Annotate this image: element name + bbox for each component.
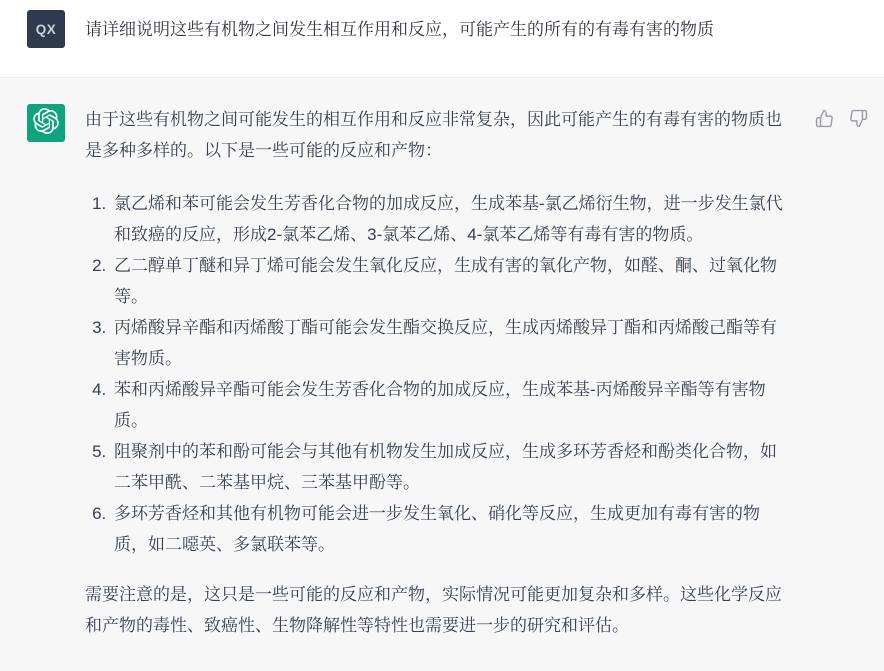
list-item: 2. 乙二醇单丁醚和异丁烯可能会发生氧化反应，生成有害的氧化产物，如醛、酮、过氧化物等。	[111, 250, 790, 312]
user-message-text: 请详细说明这些有机物之间发生相互作用和反应，可能产生的所有的有毒有害的物质	[85, 20, 714, 39]
assistant-intro-paragraph: 由于这些有机物之间可能发生的相互作用和反应非常复杂，因此可能产生的有毒有害的物质也是多种多样的。以下是一些可能的反应和产物：	[85, 110, 782, 160]
feedback-controls	[810, 104, 868, 651]
assistant-avatar	[27, 104, 65, 142]
assistant-message-content	[85, 104, 790, 651]
thumbs-up-icon	[815, 116, 834, 131]
assistant-message-row	[0, 78, 884, 671]
openai-logo-icon	[33, 108, 59, 139]
thumbs-down-icon	[849, 116, 868, 131]
list-item: 6. 多环芳香烃和其他有机物可能会进一步发生氧化、硝化等反应，生成更加有毒有害的物质，如二噁英、多氯联苯等。	[111, 498, 790, 560]
list-item: 4. 苯和丙烯酸异辛酯可能会发生芳香化合物的加成反应，生成苯基-丙烯酸异辛酯等有害物质。	[111, 374, 790, 436]
list-item: 1. 氯乙烯和苯可能会发生芳香化合物的加成反应，生成苯基-氯乙烯衍生物，进一步发生氯代和致癌的反应，形成2-氯苯乙烯、3-氯苯乙烯、4-氯苯乙烯等有毒有害的物质。	[111, 188, 790, 250]
thumbs-down-button[interactable]	[849, 109, 868, 128]
assistant-closing-paragraph: 需要注意的是，这只是一些可能的反应和产物，实际情况可能更加复杂和多样。这些化学反应和产物的毒性、致癌性、生物降解性等特性也需要进一步的研究和评估。	[85, 585, 782, 635]
user-message-row	[0, 0, 884, 78]
list-item: 3. 丙烯酸异辛酯和丙烯酸丁酯可能会发生酯交换反应，生成丙烯酸异丁酯和丙烯酸己酯等有害物质。	[111, 312, 790, 374]
thumbs-up-button[interactable]	[815, 109, 834, 128]
reaction-products-list	[85, 188, 790, 560]
list-item: 5. 阻聚剂中的苯和酚可能会与其他有机物发生加成反应，生成多环芳香烃和酚类化合物，如二苯甲酰、二苯基甲烷、三苯基甲酚等。	[111, 436, 790, 498]
user-avatar: QX	[27, 10, 65, 48]
